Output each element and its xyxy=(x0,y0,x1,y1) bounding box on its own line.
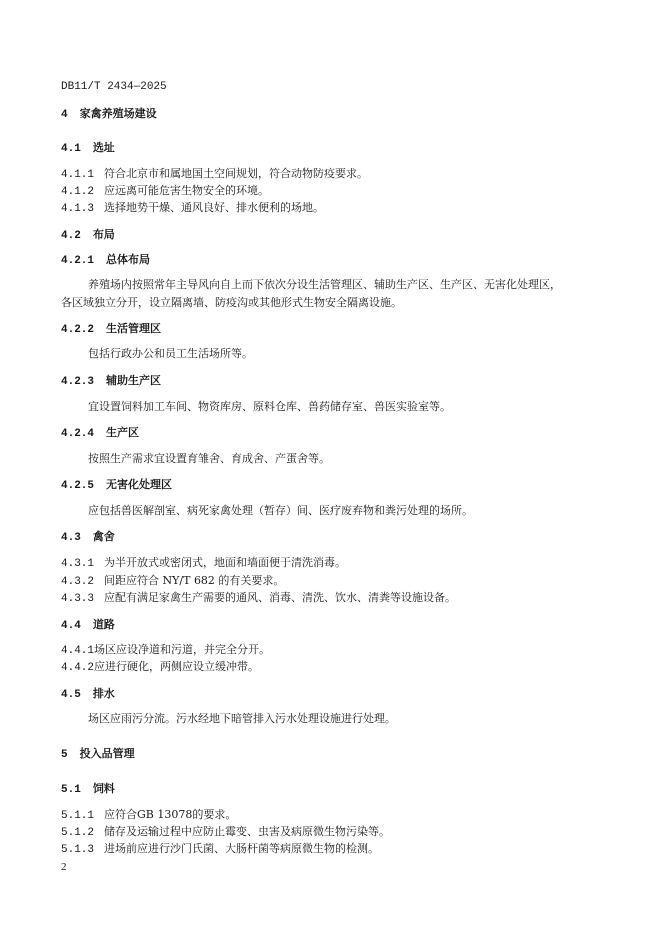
section-4-3-heading: 4.3 禽舍 xyxy=(61,530,115,544)
clause-4-4-2: 4.4.2应进行硬化，两侧应设立缓冲带。 xyxy=(61,660,260,674)
section-4-2-1-heading: 4.2.1 总体布局 xyxy=(61,253,151,267)
paragraph-4-2-3: 宜设置饲料加工车间、物资库房、原料仓库、兽药储存室、兽医实验室等。 xyxy=(88,400,451,413)
paragraph-4-2-1-line2: 各区域独立分开，设立隔离墙、防疫沟或其他形式生物安全隔离设施。 xyxy=(61,296,402,309)
paragraph-4-2-2: 包括行政办公和员工生活场所等。 xyxy=(88,347,253,360)
section-5-1-heading: 5.1 饲料 xyxy=(61,782,115,796)
clause-4-1-3: 4.1.3 选择地势干燥、通风良好、排水便利的场地。 xyxy=(61,201,325,215)
clause-4-3-3: 4.3.3 应配有满足家禽生产需要的通风、消毒、清洗、饮水、清粪等设施设备。 xyxy=(61,591,457,605)
page-number: 2 xyxy=(61,861,67,873)
section-4-2-4-heading: 4.2.4 生产区 xyxy=(61,426,140,440)
clause-4-3-1: 4.3.1 为半开放式或密闭式，地面和墙面便于清洗消毒。 xyxy=(61,556,347,570)
clause-4-3-2: 4.3.2 间距应符合 NY/T 682 的有关要求。 xyxy=(61,574,285,588)
paragraph-4-2-4: 按照生产需求宜设置育雏舍、育成舍、产蛋舍等。 xyxy=(88,452,330,465)
section-4-2-5-heading: 4.2.5 无害化处理区 xyxy=(61,478,173,492)
clause-4-1-1: 4.1.1 符合北京市和属地国土空间规划，符合动物防疫要求。 xyxy=(61,167,369,181)
standard-code: DB11/T 2434—2025 xyxy=(61,81,167,93)
clause-5-1-2: 5.1.2 储存及运输过程中应防止霉变、虫害及病原微生物污染等。 xyxy=(61,825,391,839)
section-4-1-heading: 4.1 选址 xyxy=(61,141,115,155)
section-4-4-heading: 4.4 道路 xyxy=(61,618,115,632)
clause-4-4-1: 4.4.1场区应设净道和污道，并完全分开。 xyxy=(61,643,271,657)
clause-4-1-2: 4.1.2 应远离可能危害生物安全的环境。 xyxy=(61,184,270,198)
section-4-2-heading: 4.2 布局 xyxy=(61,228,115,242)
section-4-2-2-heading: 4.2.2 生活管理区 xyxy=(61,322,162,336)
section-4-5-heading: 4.5 排水 xyxy=(61,687,115,701)
clause-5-1-3: 5.1.3 进场前应进行沙门氏菌、大肠杆菌等病原微生物的检测。 xyxy=(61,842,380,856)
paragraph-4-2-1-line1: 养殖场内按照常年主导风向自上而下依次分设生活管理区、辅助生产区、生产区、无害化处理区， xyxy=(88,278,561,291)
section-5-heading: 5 投入品管理 xyxy=(61,747,135,761)
section-4-heading: 4 家禽养殖场建设 xyxy=(61,107,157,121)
clause-5-1-1: 5.1.1 应符合GB 13078的要求。 xyxy=(61,808,237,822)
paragraph-4-5: 场区应雨污分流。污水经地下暗管排入污水处理设施进行处理。 xyxy=(88,712,396,725)
section-4-2-3-heading: 4.2.3 辅助生产区 xyxy=(61,374,162,388)
paragraph-4-2-5: 应包括兽医解剖室、病死家禽处理（暂存）间、医疗废弃物和粪污处理的场所。 xyxy=(88,504,473,517)
